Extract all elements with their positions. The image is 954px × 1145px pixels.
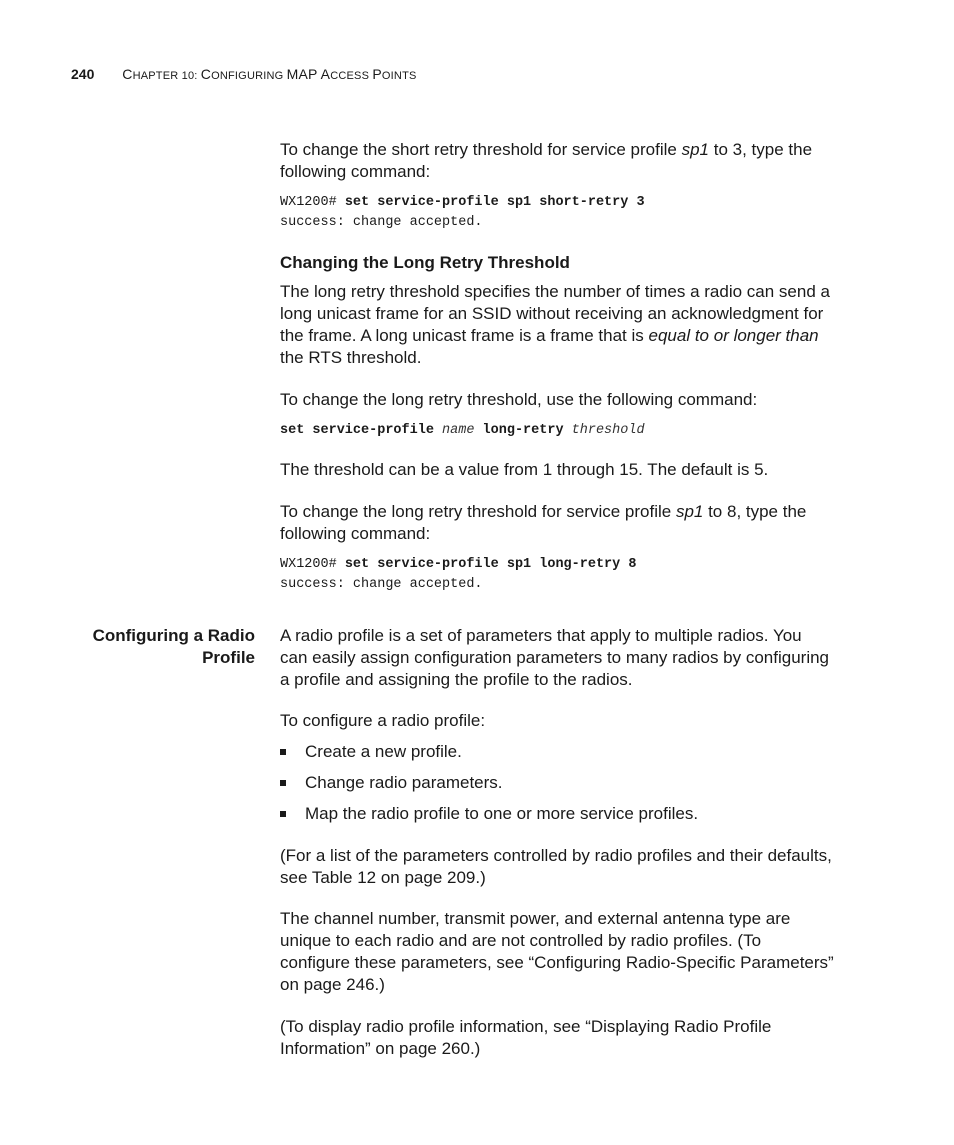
side-heading-radio-profile: Configuring a Radio Profile <box>92 626 255 667</box>
radio-specific-note: The channel number, transmit power, and external antenna type are unique to each radio and are not controlled by radio profiles. (To configure these parameters, see “Configuring Radio-Specific Parameters” on page 246.) <box>280 909 834 994</box>
display-info-reference: (To display radio profile information, see “Displaying Radio Profile Information” on page 260.) <box>280 1017 772 1058</box>
list-item: Change radio parameters. <box>280 772 503 794</box>
bullet-square-icon <box>280 811 286 817</box>
radio-profile-description: A radio profile is a set of parameters that apply to multiple radios. You can easily assign configuration parameters to many radios by configuring a profile and assigning the profile to the radios. <box>280 626 830 689</box>
long-retry-example-intro: To change the long retry threshold for service profile sp1 to 8, type the following command: <box>280 502 807 543</box>
code-block-short-retry: WX1200# set service-profile sp1 short-retry 3 success: change accepted. <box>280 195 645 230</box>
bullet-square-icon <box>280 780 286 786</box>
section-heading-long-retry: Changing the Long Retry Threshold <box>280 253 570 272</box>
parameters-reference: (For a list of the parameters controlled by radio profiles and their defaults, see Table 12 on page 209.) <box>280 846 832 887</box>
configure-steps-intro: To configure a radio profile: <box>280 711 486 730</box>
short-retry-intro: To change the short retry threshold for service profile sp1 to 3, type the following command: <box>280 140 813 181</box>
list-item: Map the radio profile to one or more service profiles. <box>280 803 698 825</box>
long-retry-usage: To change the long retry threshold, use the following command: <box>280 390 758 409</box>
long-retry-description: The long retry threshold specifies the number of times a radio can send a long unicast frame for an SSID without receiving an acknowledgment for the frame. A long unicast frame is a frame that is equal to or longer than the RTS threshold. <box>280 282 830 367</box>
syntax-long-retry: set service-profile name long-retry threshold <box>280 423 645 438</box>
page-header <box>71 66 417 82</box>
chapter-title: CHAPTER 10: CONFIGURING MAP ACCESS POINTS <box>122 66 417 82</box>
page-number: 240 <box>71 66 95 82</box>
list-item: Create a new profile. <box>280 741 462 763</box>
code-block-long-retry: WX1200# set service-profile sp1 long-retry 8 success: change accepted. <box>280 557 637 592</box>
threshold-range: The threshold can be a value from 1 through 15. The default is 5. <box>280 460 769 479</box>
bullet-square-icon <box>280 749 286 755</box>
